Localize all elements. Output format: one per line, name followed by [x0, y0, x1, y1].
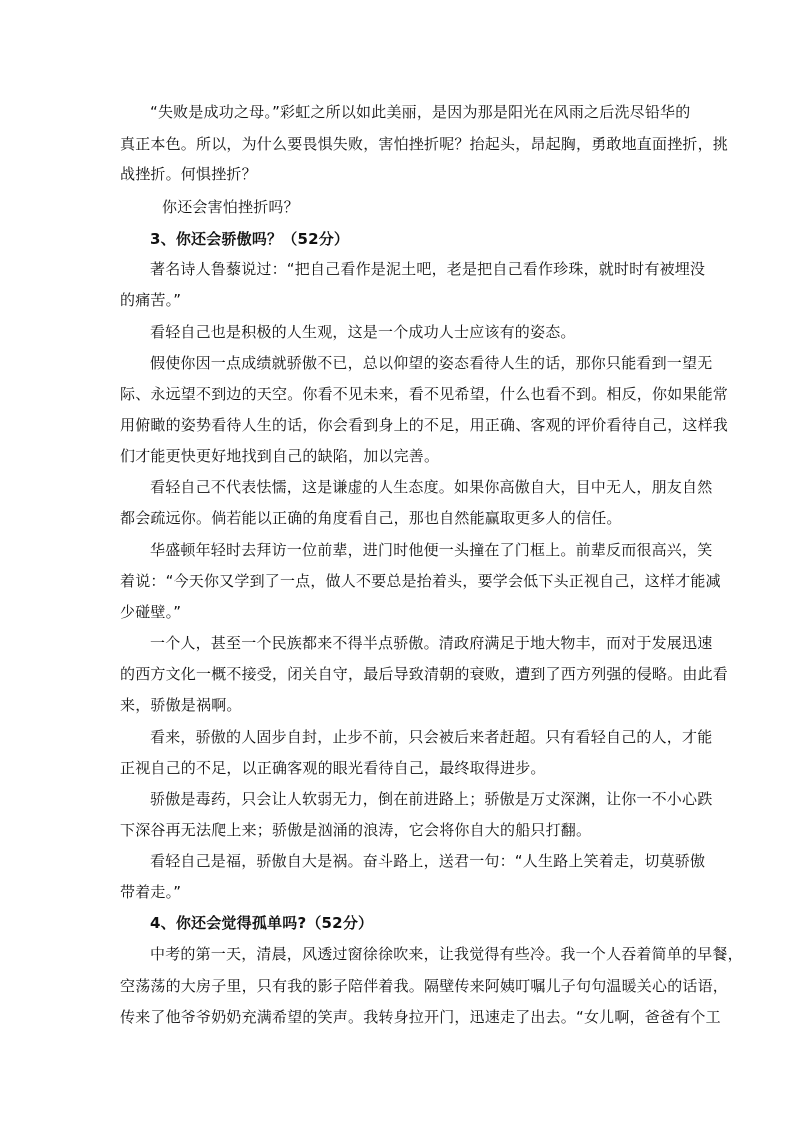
paragraph-line: 来，骄傲是祸啊。: [120, 696, 242, 714]
paragraph-line: 传来了他爷爷奶奶充满希望的笑声。我转身拉开门，迅速走了出去。“女儿啊，爸爸有个工: [120, 1008, 721, 1026]
paragraph-line: 都会疏远你。倘若能以正确的角度看自己，那也自然能赢取更多人的信任。: [120, 509, 622, 527]
paragraph-line: “失败是成功之母。”彩虹之所以如此美丽，是因为那是阳光在风雨之后洗尽铅华的: [150, 103, 691, 121]
paragraph-line: 华盛顿年轻时去拜访一位前辈，进门时他便一头撞在了门框上。前辈反而很高兴，笑: [150, 541, 713, 559]
paragraph-line: 你还会害怕挫折吗？: [162, 198, 299, 216]
paragraph-line: 们才能更快更好地找到自己的缺陷，加以完善。: [120, 447, 440, 465]
section-heading: 4、你还会觉得孤单吗?（52分）: [150, 914, 374, 932]
paragraph-line: 带着走。”: [120, 883, 182, 901]
paragraph-line: 一个人，甚至一个民族都来不得半点骄傲。清政府满足于地大物丰，而对于发展迅速: [150, 634, 713, 652]
paragraph-line: 中考的第一天，清晨，风透过窗徐徐吹来，让我觉得有些冷。我一个人吞着简单的早餐，: [150, 945, 743, 963]
paragraph-line: 看轻自己是福，骄傲自大是祸。奋斗路上，送君一句：“人生路上笑着走，切莫骄傲: [150, 852, 706, 870]
paragraph-line: 假使你因一点成绩就骄傲不已，总以仰望的姿态看待人生的话，那你只能看到一望无: [150, 354, 713, 372]
paragraph-line: 看轻自己也是积极的人生观，这是一个成功人士应该有的姿态。: [150, 323, 576, 341]
paragraph-line: 看来，骄傲的人固步自封，止步不前，只会被后来者赶超。只有看轻自己的人，才能: [150, 728, 713, 746]
section-heading: 3、你还会骄傲吗？（52分）: [150, 230, 350, 248]
paragraph-line: 的痛苦。”: [120, 291, 182, 309]
paragraph-line: 真正本色。所以，为什么要畏惧失败，害怕挫折呢？抬起头，昂起胸，勇敢地直面挫折，挑: [120, 135, 729, 153]
paragraph-line: 下深谷再无法爬上来；骄傲是汹涌的浪涛，它会将你自大的船只打翻。: [120, 821, 592, 839]
paragraph-line: 的西方文化一概不接受，闭关自守，最后导致清朝的衰败，遭到了西方列强的侵略。由此看: [120, 665, 729, 683]
paragraph-line: 著名诗人鲁藜说过：“把自己看作是泥土吧，老是把自己看作珍珠，就时时有被埋没: [150, 260, 706, 278]
paragraph-line: 骄傲是毒药，只会让人软弱无力，倒在前进路上；骄傲是万丈深渊，让你一不小心跌: [150, 790, 713, 808]
paragraph-line: 用俯瞰的姿势看待人生的话，你会看到身上的不足，用正确、客观的评价看待自己，这样我: [120, 416, 729, 434]
paragraph-line: 看轻自己不代表怯懦，这是谦虚的人生态度。如果你高傲自大，目中无人，朋友自然: [150, 478, 713, 496]
paragraph-line: 少碰壁。”: [120, 603, 182, 621]
paragraph-line: 正视自己的不足，以正确客观的眼光看待自己，最终取得进步。: [120, 759, 546, 777]
paragraph-line: 战挫折。何惧挫折？: [120, 165, 257, 183]
paragraph-line: 空荡荡的大房子里，只有我的影子陪伴着我。隔壁传来阿姨叮嘱儿子句句温暖关心的话语，: [120, 977, 729, 995]
paragraph-line: 际、永远望不到边的天空。你看不见未来，看不见希望，什么也看不到。相反，你如果能常: [120, 385, 729, 403]
paragraph-line: 着说：“今天你又学到了一点，做人不要总是抬着头，要学会低下头正视自己，这样才能减: [120, 572, 721, 590]
